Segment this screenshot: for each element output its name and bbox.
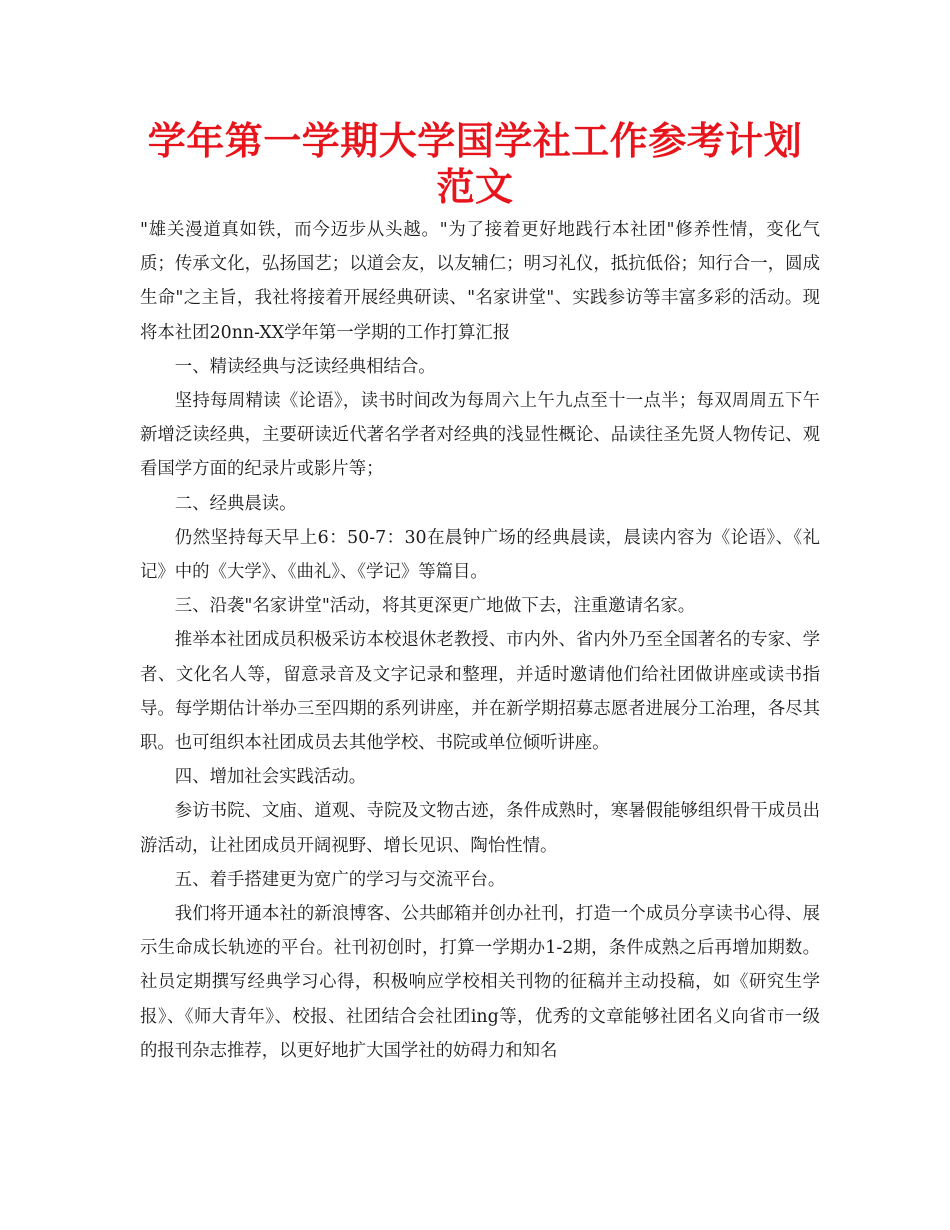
section-heading-2: 二、经典晨读。 xyxy=(174,493,297,514)
paragraph-section-2: 仍然坚持每天早上6：50-7：30在晨钟广场的经典晨读，晨读内容为《论语》、《礼记》中的《大学》、《曲礼》、《学记》等篇目。 xyxy=(140,527,820,583)
paragraph-intro: "雄关漫道真如铁，而今迈步从头越。"为了接着更好地践行本社团"修养性情，变化气质；传承文化，弘扬国艺；以道会友，以友辅仁；明习礼仪，抵抗低俗；知行合一，圆成生命"之主旨，我社将接着开展经典研读、"名家讲堂"、实践参访等丰富多彩的活动。现将本社团20nn-XX学年第一学期的工作打算汇报 xyxy=(140,220,820,343)
document-body xyxy=(140,213,820,1068)
section-heading-3: 三、沿袭"名家讲堂"活动，将其更深更广地做下去，注重邀请名家。 xyxy=(174,596,696,617)
section-heading-4: 四、增加社会实践活动。 xyxy=(174,767,367,788)
paragraph-section-5: 我们将开通本社的新浪博客、公共邮箱并创办社刊，打造一个成员分享读书心得、展示生命成长轨迹的平台。社刊初创时，打算一学期办1-2期，条件成熟之后再增加期数。社员定期撰写经典学习心得，积极响应学校相关刊物的征稿并主动投稿，如《研究生学报》、《师大青年》、校报、社团结合会社团ing等，优秀的文章能够社团名义向省市一级的报刊杂志推荐，以更好地扩大国学社的妨碍力和知名 xyxy=(140,904,820,1061)
paragraph-section-4: 参访书院、文庙、道观、寺院及文物古迹，条件成熟时，寒暑假能够组织骨干成员出游活动，让社团成员开阔视野、增长见识、陶怡性情。 xyxy=(140,801,820,856)
paragraph-section-3: 推举本社团成员积极采访本校退休老教授、市内外、省内外乃至全国著名的专家、学者、文化名人等，留意录音及文字记录和整理，并适时邀请他们给社团做讲座或读书指导。每学期估计举办三至四期的系列讲座，并在新学期招募志愿者进展分工治理，各尽其职。也可组织本社团成员去其他学校、书院或单位倾听讲座。 xyxy=(140,630,820,754)
document-title: 学年第一学期大学国学社工作参考计划范文 xyxy=(147,119,803,209)
section-heading-5: 五、着手搭建更为宽广的学习与交流平台。 xyxy=(174,869,506,890)
paragraph-section-1: 坚持每周精读《论语》，读书时间改为每周六上午九点至十一点半；每双周周五下午新增泛读经典，主要研读近代著名学者对经典的浅显性概论、品读往圣先贤人物传记、观看国学方面的纪录片或影片等； xyxy=(140,391,820,480)
section-heading-1: 一、精读经典与泛读经典相结合。 xyxy=(174,356,436,377)
